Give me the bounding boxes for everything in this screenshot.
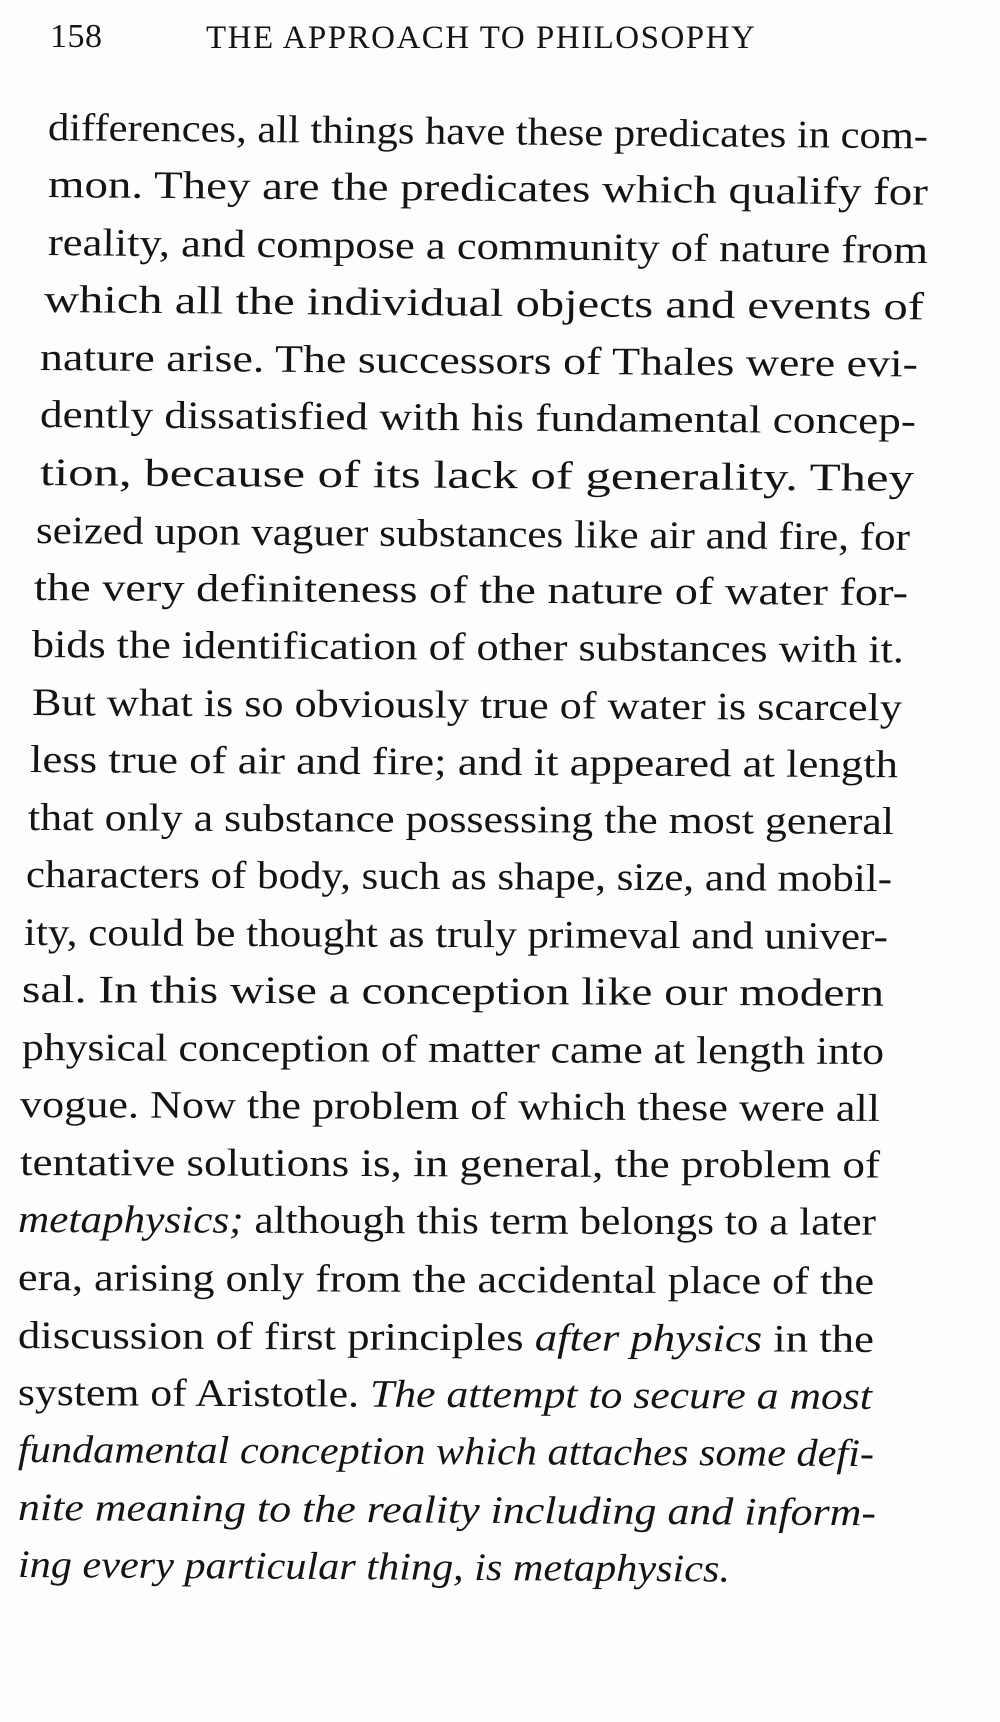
text-line — [0, 1308, 1000, 1364]
text-line — [0, 847, 1000, 903]
text-segment: characters of body, such as shape, size, and mobil- — [25, 853, 893, 901]
text-segment: seized upon vaguer substances like air and fire, for — [35, 509, 911, 559]
page-number: 158 — [50, 18, 103, 55]
text-segment: the very definiteness of the nature of water for- — [33, 566, 909, 615]
text-segment: dently dissatisfied with his fundamental concep- — [39, 393, 917, 443]
text-line-content — [22, 1020, 884, 1080]
text-line — [0, 732, 1000, 788]
text-line-content — [48, 157, 929, 221]
text-segment: tion, because of its lack of generality. They — [39, 451, 915, 500]
text-line-content — [48, 100, 929, 164]
text-line — [0, 962, 1000, 1018]
text-line-content — [24, 905, 888, 965]
text-line-content — [40, 445, 915, 507]
text-line — [0, 215, 1000, 271]
italic-text-segment: fundamental conception which attaches some defi- — [17, 1428, 875, 1476]
text-line-content — [40, 330, 919, 393]
text-segment: reality, and compose a community of nature from — [47, 221, 929, 273]
text-line-content — [32, 675, 902, 736]
text-segment: nature arise. The successors of Thales were evi- — [39, 336, 919, 386]
italic-text-segment: after physics — [534, 1316, 763, 1361]
italic-text-segment: The attempt to secure a most — [369, 1372, 873, 1418]
text-line — [0, 1135, 1000, 1191]
text-line-content — [40, 387, 917, 450]
text-line-content — [18, 1308, 874, 1368]
text-line-content — [26, 847, 892, 907]
text-segment: sal. In this wise a conception like our modern — [21, 968, 885, 1015]
page-header — [50, 18, 910, 62]
text-line-content — [34, 560, 908, 621]
text-segment: bids the identification of other substances with it. — [31, 623, 905, 672]
text-segment: But what is so obviously true of water is scarcely — [31, 681, 903, 730]
text-segment: system of Aristotle. — [17, 1371, 371, 1416]
text-line — [0, 617, 1000, 673]
text-segment: discussion of first principles — [17, 1314, 535, 1360]
text-line — [0, 100, 1000, 156]
text-line-content — [32, 617, 904, 678]
text-line — [0, 1537, 1000, 1593]
text-line-content — [18, 1480, 876, 1541]
text-line — [0, 560, 1000, 616]
text-line-content — [20, 1077, 880, 1137]
text-segment: differences, all things have these predicates in com- — [47, 106, 929, 158]
text-segment: tentative solutions is, in general, the problem of — [19, 1141, 881, 1187]
text-line-content — [18, 1192, 876, 1251]
text-line-content — [18, 1365, 872, 1425]
text-line-content — [30, 732, 898, 793]
text-line-content — [18, 1537, 730, 1598]
text-line — [0, 503, 1000, 559]
text-line — [0, 1480, 1000, 1536]
text-line-content — [18, 1422, 874, 1482]
text-line-content — [18, 1250, 874, 1310]
text-line-content — [48, 215, 929, 279]
text-line — [0, 330, 1000, 386]
text-segment: less true of air and fire; and it appeared at length — [29, 738, 899, 787]
text-segment: which all the individual objects and events of — [43, 278, 925, 329]
text-segment: ity, could be thought as truly primeval and univer- — [23, 911, 889, 959]
text-segment: although this term belongs to a later — [243, 1198, 877, 1244]
text-line — [0, 1192, 1000, 1248]
italic-text-segment: ing every particular thing, is metaphysics. — [17, 1543, 731, 1591]
text-line — [0, 790, 1000, 846]
text-segment: vogue. Now the problem of which these were all — [19, 1083, 881, 1130]
text-line — [0, 387, 1000, 443]
text-line-content — [22, 962, 884, 1022]
text-line-content — [44, 272, 925, 335]
text-line — [0, 1077, 1000, 1133]
text-line — [0, 675, 1000, 731]
text-line — [0, 272, 1000, 328]
text-segment: physical conception of matter came at length into — [21, 1026, 885, 1074]
text-segment: that only a substance possessing the most general — [27, 796, 895, 844]
text-line — [0, 1020, 1000, 1076]
text-line-content — [28, 790, 894, 850]
text-line — [0, 1250, 1000, 1306]
italic-text-segment: metaphysics; — [17, 1198, 244, 1242]
text-line-content — [36, 503, 911, 566]
text-segment: in the — [762, 1317, 875, 1361]
text-line — [0, 445, 1000, 501]
text-line — [0, 157, 1000, 213]
text-line-content — [20, 1135, 880, 1194]
text-segment: era, arising only from the accidental place of the — [17, 1256, 875, 1303]
italic-text-segment: nite meaning to the reality including and inform- — [17, 1486, 877, 1535]
running-head: THE APPROACH TO PHILOSOPHY — [206, 20, 757, 56]
text-line — [0, 1422, 1000, 1478]
text-line — [0, 1365, 1000, 1421]
text-segment: mon. They are the predicates which qualify for — [47, 163, 929, 214]
text-line — [0, 905, 1000, 961]
